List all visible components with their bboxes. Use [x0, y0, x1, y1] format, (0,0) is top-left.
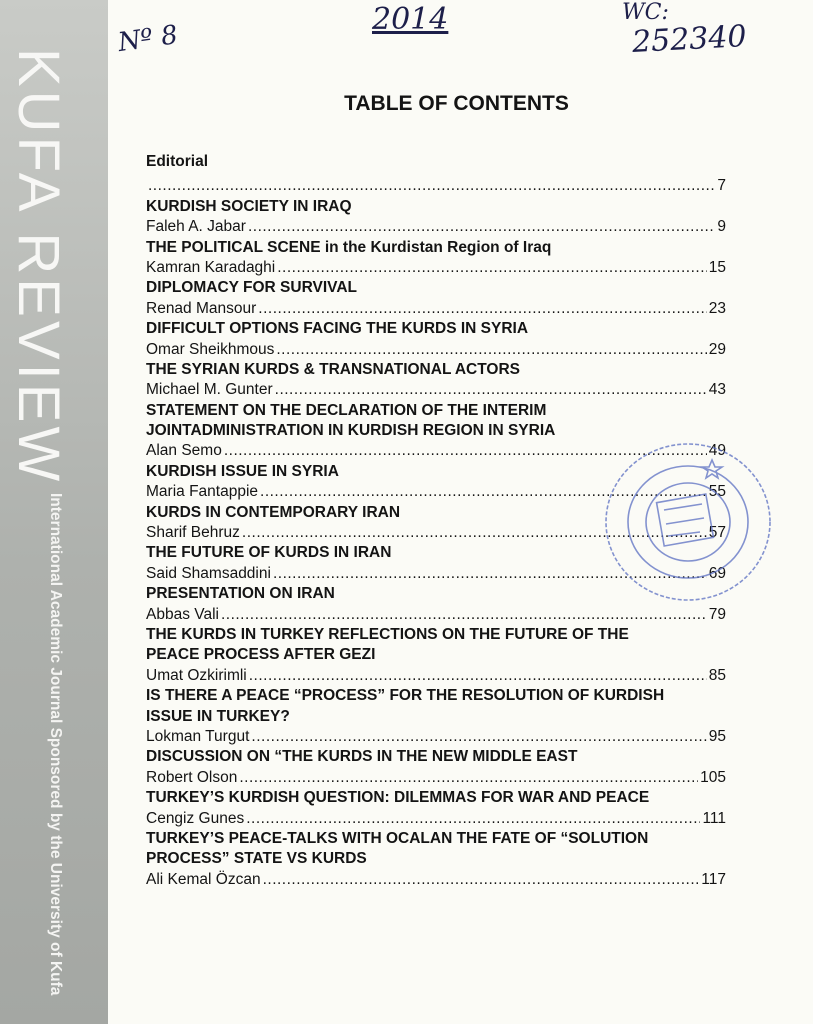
- toc-leader-dots: [258, 299, 706, 319]
- toc-entry: [146, 768, 726, 788]
- toc-heading: PRESENTATION ON IRAN: [146, 585, 335, 603]
- toc-leader-dots: [148, 176, 715, 196]
- toc-heading: KURDISH ISSUE IN SYRIA: [146, 462, 339, 480]
- toc-entry: [146, 176, 726, 196]
- toc-page-number: 79: [708, 605, 726, 623]
- toc-heading: THE POLITICAL SCENE in the Kurdistan Region of Iraq: [146, 238, 552, 256]
- handwritten-catalog-number: 252340: [631, 19, 748, 60]
- toc-author: Umat Ozkirimli: [146, 666, 247, 684]
- toc-author: Kamran Karadaghi: [146, 258, 276, 276]
- toc-author: Sharif Behruz: [146, 524, 240, 542]
- toc-page-number: 29: [708, 340, 726, 358]
- toc-author: Ali Kemal Özcan: [146, 870, 261, 888]
- toc-author: Said Shamsaddini: [146, 564, 271, 582]
- toc-page-number: 105: [700, 768, 726, 786]
- toc-page-number: 111: [702, 809, 726, 827]
- toc-heading: Editorial: [146, 153, 209, 170]
- toc-entry: [146, 809, 726, 829]
- toc-page-number: 9: [717, 218, 726, 236]
- toc-entry: [146, 217, 726, 237]
- toc-heading: PROCESS” STATE VS KURDS: [146, 850, 367, 868]
- toc-heading: JOINTADMINISTRATION IN KURDISH REGION IN SYRIA: [146, 422, 556, 440]
- toc-entry: [146, 870, 726, 890]
- toc-page-number: 7: [717, 177, 726, 195]
- toc-leader-dots: [246, 809, 700, 829]
- toc-entry: [146, 380, 726, 400]
- toc-leader-dots: [263, 870, 700, 890]
- toc-leader-dots: [277, 258, 707, 278]
- toc-author: Abbas Vali: [146, 605, 219, 623]
- toc-page-number: 23: [708, 299, 726, 317]
- toc-entry: [146, 258, 726, 278]
- toc-page-number: 95: [708, 727, 726, 745]
- spine-band: [0, 0, 108, 1024]
- toc-entry: [146, 299, 726, 319]
- handwritten-issue-number: Nº 8: [116, 19, 180, 59]
- toc-leader-dots: [248, 217, 715, 237]
- toc-page-number: 43: [708, 381, 726, 399]
- toc-author: Omar Sheikhmous: [146, 340, 275, 358]
- toc-heading: THE SYRIAN KURDS & TRANSNATIONAL ACTORS: [146, 360, 521, 378]
- toc-entry: [146, 340, 726, 360]
- toc-page-number: 49: [708, 442, 726, 460]
- toc-entry: [146, 666, 726, 686]
- journal-subtitle: International Academic Journal Sponsored by the University of Kufa: [47, 493, 64, 996]
- toc-heading: KURDS IN CONTEMPORARY IRAN: [146, 503, 401, 521]
- toc-leader-dots: [275, 380, 707, 400]
- toc-heading: THE KURDS IN TURKEY REFLECTIONS ON THE FUTURE OF THE: [146, 625, 629, 643]
- toc-leader-dots: [276, 340, 706, 360]
- handwritten-year: 2014: [372, 2, 449, 37]
- toc-page-number: 15: [708, 258, 726, 276]
- toc-heading: TURKEY’S PEACE-TALKS WITH OCALAN THE FATE OF “SOLUTION: [146, 829, 649, 847]
- toc-author: Faleh A. Jabar: [146, 218, 246, 236]
- toc-page-number: 117: [701, 870, 726, 888]
- toc-heading: KURDISH SOCIETY IN IRAQ: [146, 197, 352, 215]
- toc-heading: PEACE PROCESS AFTER GEZI: [146, 646, 376, 664]
- toc-page-number: 57: [708, 524, 726, 542]
- toc-heading: DIPLOMACY FOR SURVIVAL: [146, 279, 357, 297]
- toc-leader-dots: [221, 605, 707, 625]
- toc-heading: THE FUTURE OF KURDS IN IRAN: [146, 544, 392, 562]
- toc-heading: IS THERE A PEACE “PROCESS” FOR THE RESOLUTION OF KURDISH: [146, 687, 665, 705]
- page-title: TABLE OF CONTENTS: [344, 92, 569, 115]
- toc-heading: DISCUSSION ON “THE KURDS IN THE NEW MIDDLE EAST: [146, 748, 578, 766]
- toc-author: Maria Fantappie: [146, 483, 259, 501]
- toc-heading: DIFFICULT OPTIONS FACING THE KURDS IN SYRIA: [146, 320, 529, 338]
- toc-author: Cengiz Gunes: [146, 809, 245, 827]
- toc-page-number: 55: [708, 483, 726, 501]
- toc-page-number: 69: [708, 564, 726, 582]
- toc-leader-dots: [239, 768, 698, 788]
- toc-leader-dots: [249, 666, 707, 686]
- toc-leader-dots: [251, 727, 706, 747]
- library-stamp-icon: [602, 440, 774, 604]
- toc-entry: [146, 727, 726, 747]
- toc-author: Robert Olson: [146, 768, 238, 786]
- toc-entry: [146, 605, 726, 625]
- handwritten-catalog-prefix: WC:: [622, 0, 669, 25]
- toc-page-number: 85: [708, 666, 726, 684]
- toc-heading: STATEMENT ON THE DECLARATION OF THE INTERIM: [146, 401, 547, 419]
- toc-heading: TURKEY’S KURDISH QUESTION: DILEMMAS FOR WAR AND PEACE: [146, 789, 650, 807]
- journal-title: KUFA REVIEW: [6, 48, 71, 486]
- toc-heading: ISSUE IN TURKEY?: [146, 707, 290, 725]
- toc-author: Alan Semo: [146, 442, 222, 460]
- toc-author: Lokman Turgut: [146, 727, 250, 745]
- toc-author: Renad Mansour: [146, 299, 257, 317]
- toc-author: Michael M. Gunter: [146, 381, 273, 399]
